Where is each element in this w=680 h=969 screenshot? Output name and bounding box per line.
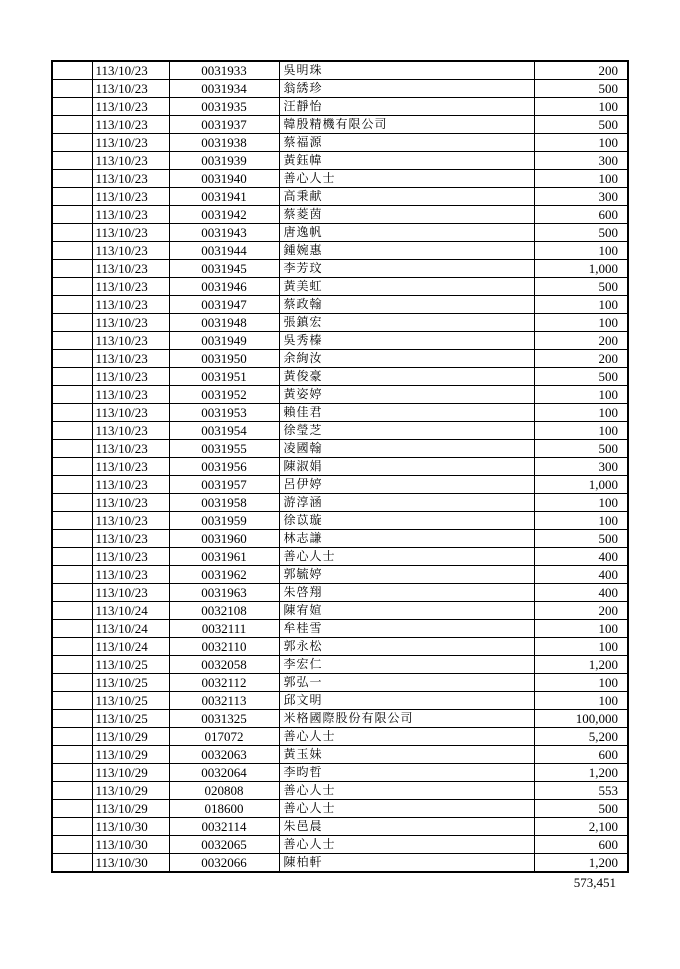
date-cell: 113/10/29 [92, 800, 169, 818]
index-cell [52, 170, 92, 188]
amount-cell: 500 [534, 368, 628, 386]
table-row [52, 728, 628, 746]
table-row [52, 296, 628, 314]
table-row [52, 692, 628, 710]
amount-cell: 5,200 [534, 728, 628, 746]
date-cell: 113/10/23 [92, 98, 169, 116]
donor-name-cell: 黃鈺幃 [279, 152, 534, 170]
table-row [52, 458, 628, 476]
date-cell: 113/10/23 [92, 224, 169, 242]
receipt-number-cell: 0031954 [169, 422, 279, 440]
receipt-number-cell: 0032063 [169, 746, 279, 764]
date-cell: 113/10/23 [92, 332, 169, 350]
date-cell: 113/10/23 [92, 440, 169, 458]
amount-cell: 300 [534, 458, 628, 476]
index-cell [52, 134, 92, 152]
amount-cell: 500 [534, 278, 628, 296]
donor-name-cell: 郭毓婷 [279, 566, 534, 584]
donor-name-cell: 蔡菱茵 [279, 206, 534, 224]
donor-name-cell: 吳秀榛 [279, 332, 534, 350]
receipt-number-cell: 0032110 [169, 638, 279, 656]
index-cell [52, 692, 92, 710]
index-cell [52, 386, 92, 404]
donor-name-cell: 陳柏軒 [279, 854, 534, 873]
index-cell [52, 368, 92, 386]
ledger-body [52, 61, 628, 872]
date-cell: 113/10/30 [92, 854, 169, 873]
table-row [52, 476, 628, 494]
date-cell: 113/10/23 [92, 61, 169, 80]
date-cell: 113/10/25 [92, 710, 169, 728]
donor-name-cell: 善心人士 [279, 170, 534, 188]
date-cell: 113/10/23 [92, 458, 169, 476]
table-row [52, 61, 628, 80]
index-cell [52, 350, 92, 368]
amount-cell: 200 [534, 602, 628, 620]
index-cell [52, 61, 92, 80]
table-row [52, 674, 628, 692]
amount-cell: 100 [534, 512, 628, 530]
index-cell [52, 332, 92, 350]
date-cell: 113/10/23 [92, 242, 169, 260]
date-cell: 113/10/23 [92, 314, 169, 332]
date-cell: 113/10/24 [92, 602, 169, 620]
table-row [52, 242, 628, 260]
table-row [52, 584, 628, 602]
amount-cell: 100 [534, 170, 628, 188]
receipt-number-cell: 0032111 [169, 620, 279, 638]
donor-name-cell: 善心人士 [279, 836, 534, 854]
amount-cell: 300 [534, 152, 628, 170]
table-row [52, 818, 628, 836]
index-cell [52, 800, 92, 818]
receipt-number-cell: 0031933 [169, 61, 279, 80]
table-row [52, 638, 628, 656]
index-cell [52, 278, 92, 296]
receipt-number-cell: 0031947 [169, 296, 279, 314]
amount-cell: 400 [534, 548, 628, 566]
donor-name-cell: 善心人士 [279, 782, 534, 800]
receipt-number-cell: 0031945 [169, 260, 279, 278]
donor-name-cell: 李芳玟 [279, 260, 534, 278]
index-cell [52, 440, 92, 458]
date-cell: 113/10/23 [92, 116, 169, 134]
index-cell [52, 494, 92, 512]
date-cell: 113/10/23 [92, 368, 169, 386]
donor-name-cell: 黃玉妹 [279, 746, 534, 764]
table-row [52, 422, 628, 440]
table-row [52, 530, 628, 548]
donor-name-cell: 邱文明 [279, 692, 534, 710]
table-row [52, 188, 628, 206]
index-cell [52, 314, 92, 332]
amount-cell: 500 [534, 800, 628, 818]
index-cell [52, 836, 92, 854]
amount-cell: 1,000 [534, 260, 628, 278]
date-cell: 113/10/29 [92, 728, 169, 746]
table-row [52, 386, 628, 404]
receipt-number-cell: 0031961 [169, 548, 279, 566]
table-row [52, 566, 628, 584]
index-cell [52, 548, 92, 566]
receipt-number-cell: 0031944 [169, 242, 279, 260]
date-cell: 113/10/30 [92, 836, 169, 854]
amount-cell: 500 [534, 116, 628, 134]
donor-name-cell: 牟桂雪 [279, 620, 534, 638]
table-row [52, 620, 628, 638]
index-cell [52, 422, 92, 440]
index-cell [52, 242, 92, 260]
amount-cell: 500 [534, 224, 628, 242]
donor-name-cell: 徐苡璇 [279, 512, 534, 530]
date-cell: 113/10/24 [92, 638, 169, 656]
table-row [52, 836, 628, 854]
donor-name-cell: 郭弘一 [279, 674, 534, 692]
date-cell: 113/10/25 [92, 656, 169, 674]
receipt-number-cell: 0031941 [169, 188, 279, 206]
receipt-number-cell: 0032066 [169, 854, 279, 873]
date-cell: 113/10/24 [92, 620, 169, 638]
amount-cell: 600 [534, 836, 628, 854]
table-row [52, 440, 628, 458]
index-cell [52, 458, 92, 476]
index-cell [52, 710, 92, 728]
amount-cell: 100 [534, 638, 628, 656]
donor-name-cell: 李昀哲 [279, 764, 534, 782]
donor-name-cell: 朱邑晨 [279, 818, 534, 836]
donor-name-cell: 吳明珠 [279, 61, 534, 80]
donor-name-cell: 朱啓翔 [279, 584, 534, 602]
donor-name-cell: 黃俊豪 [279, 368, 534, 386]
donor-name-cell: 李宏仁 [279, 656, 534, 674]
amount-cell: 1,200 [534, 656, 628, 674]
table-row [52, 746, 628, 764]
donor-name-cell: 高秉献 [279, 188, 534, 206]
receipt-number-cell: 0031943 [169, 224, 279, 242]
receipt-number-cell: 0032112 [169, 674, 279, 692]
donor-name-cell: 陳宥媗 [279, 602, 534, 620]
receipt-number-cell: 0031938 [169, 134, 279, 152]
date-cell: 113/10/23 [92, 476, 169, 494]
index-cell [52, 674, 92, 692]
receipt-number-cell: 0031940 [169, 170, 279, 188]
amount-cell: 100 [534, 134, 628, 152]
date-cell: 113/10/23 [92, 134, 169, 152]
donor-name-cell: 賴佳君 [279, 404, 534, 422]
receipt-number-cell: 0031960 [169, 530, 279, 548]
table-row [52, 782, 628, 800]
receipt-number-cell: 0031955 [169, 440, 279, 458]
donor-name-cell: 張鎮宏 [279, 314, 534, 332]
table-row [52, 512, 628, 530]
amount-cell: 400 [534, 584, 628, 602]
index-cell [52, 116, 92, 134]
receipt-number-cell: 0031958 [169, 494, 279, 512]
receipt-number-cell: 0031962 [169, 566, 279, 584]
donor-name-cell: 蔡政翰 [279, 296, 534, 314]
amount-cell: 1,200 [534, 764, 628, 782]
receipt-number-cell: 0031937 [169, 116, 279, 134]
donor-name-cell: 唐逸帆 [279, 224, 534, 242]
receipt-number-cell: 018600 [169, 800, 279, 818]
amount-cell: 500 [534, 530, 628, 548]
receipt-number-cell: 0031952 [169, 386, 279, 404]
amount-cell: 100 [534, 242, 628, 260]
table-row [52, 116, 628, 134]
table-row [52, 152, 628, 170]
receipt-number-cell: 0031959 [169, 512, 279, 530]
date-cell: 113/10/23 [92, 566, 169, 584]
receipt-number-cell: 0031950 [169, 350, 279, 368]
amount-cell: 200 [534, 61, 628, 80]
index-cell [52, 782, 92, 800]
amount-cell: 600 [534, 746, 628, 764]
amount-cell: 100 [534, 620, 628, 638]
index-cell [52, 260, 92, 278]
receipt-number-cell: 0031956 [169, 458, 279, 476]
amount-cell: 200 [534, 332, 628, 350]
index-cell [52, 530, 92, 548]
amount-cell: 1,000 [534, 476, 628, 494]
donation-ledger-table [51, 60, 629, 873]
amount-cell: 100 [534, 692, 628, 710]
amount-cell: 100 [534, 296, 628, 314]
table-row [52, 494, 628, 512]
receipt-number-cell: 017072 [169, 728, 279, 746]
donor-name-cell: 呂伊婷 [279, 476, 534, 494]
index-cell [52, 656, 92, 674]
amount-cell: 100 [534, 674, 628, 692]
donor-name-cell: 鍾婉惠 [279, 242, 534, 260]
index-cell [52, 404, 92, 422]
receipt-number-cell: 0032108 [169, 602, 279, 620]
donor-name-cell: 郭永松 [279, 638, 534, 656]
amount-cell: 100,000 [534, 710, 628, 728]
date-cell: 113/10/29 [92, 746, 169, 764]
date-cell: 113/10/23 [92, 260, 169, 278]
amount-cell: 100 [534, 98, 628, 116]
table-row [52, 602, 628, 620]
date-cell: 113/10/23 [92, 206, 169, 224]
date-cell: 113/10/23 [92, 152, 169, 170]
receipt-number-cell: 0031957 [169, 476, 279, 494]
amount-cell: 100 [534, 314, 628, 332]
receipt-number-cell: 0032113 [169, 692, 279, 710]
table-row [52, 170, 628, 188]
date-cell: 113/10/23 [92, 188, 169, 206]
date-cell: 113/10/23 [92, 584, 169, 602]
amount-cell: 100 [534, 386, 628, 404]
date-cell: 113/10/23 [92, 80, 169, 98]
receipt-number-cell: 0031942 [169, 206, 279, 224]
donor-name-cell: 徐瑩芝 [279, 422, 534, 440]
amount-cell: 400 [534, 566, 628, 584]
index-cell [52, 728, 92, 746]
donor-name-cell: 汪靜怡 [279, 98, 534, 116]
receipt-number-cell: 0031963 [169, 584, 279, 602]
date-cell: 113/10/25 [92, 674, 169, 692]
receipt-number-cell: 0032114 [169, 818, 279, 836]
date-cell: 113/10/25 [92, 692, 169, 710]
date-cell: 113/10/29 [92, 782, 169, 800]
index-cell [52, 620, 92, 638]
donor-name-cell: 林志謙 [279, 530, 534, 548]
table-row [52, 278, 628, 296]
amount-cell: 553 [534, 782, 628, 800]
amount-cell: 1,200 [534, 854, 628, 873]
index-cell [52, 854, 92, 873]
table-row [52, 332, 628, 350]
table-row [52, 656, 628, 674]
index-cell [52, 746, 92, 764]
date-cell: 113/10/23 [92, 404, 169, 422]
receipt-number-cell: 0031949 [169, 332, 279, 350]
donor-name-cell: 凌國翰 [279, 440, 534, 458]
index-cell [52, 764, 92, 782]
table-row [52, 764, 628, 782]
donor-name-cell: 余絢汝 [279, 350, 534, 368]
index-cell [52, 476, 92, 494]
date-cell: 113/10/29 [92, 764, 169, 782]
table-row [52, 260, 628, 278]
donor-name-cell: 蔡福源 [279, 134, 534, 152]
receipt-number-cell: 0032064 [169, 764, 279, 782]
index-cell [52, 296, 92, 314]
index-cell [52, 566, 92, 584]
table-row [52, 98, 628, 116]
index-cell [52, 80, 92, 98]
receipt-number-cell: 0031951 [169, 368, 279, 386]
amount-cell: 100 [534, 494, 628, 512]
index-cell [52, 152, 92, 170]
date-cell: 113/10/23 [92, 350, 169, 368]
amount-cell: 600 [534, 206, 628, 224]
receipt-number-cell: 0031325 [169, 710, 279, 728]
amount-cell: 200 [534, 350, 628, 368]
date-cell: 113/10/23 [92, 296, 169, 314]
table-row [52, 206, 628, 224]
date-cell: 113/10/23 [92, 494, 169, 512]
index-cell [52, 584, 92, 602]
receipt-number-cell: 0031935 [169, 98, 279, 116]
donor-name-cell: 善心人士 [279, 728, 534, 746]
table-row [52, 800, 628, 818]
date-cell: 113/10/23 [92, 512, 169, 530]
receipt-number-cell: 0031948 [169, 314, 279, 332]
receipt-number-cell: 0032065 [169, 836, 279, 854]
donor-name-cell: 米格國際股份有限公司 [279, 710, 534, 728]
index-cell [52, 206, 92, 224]
table-row [52, 80, 628, 98]
amount-cell: 300 [534, 188, 628, 206]
table-row [52, 854, 628, 873]
date-cell: 113/10/23 [92, 548, 169, 566]
amount-cell: 100 [534, 422, 628, 440]
date-cell: 113/10/23 [92, 278, 169, 296]
amount-cell: 500 [534, 80, 628, 98]
amount-cell: 100 [534, 404, 628, 422]
index-cell [52, 638, 92, 656]
donor-name-cell: 游淳涵 [279, 494, 534, 512]
index-cell [52, 512, 92, 530]
table-row [52, 368, 628, 386]
date-cell: 113/10/23 [92, 386, 169, 404]
receipt-number-cell: 0031953 [169, 404, 279, 422]
donor-name-cell: 陳淑娟 [279, 458, 534, 476]
table-row [52, 548, 628, 566]
date-cell: 113/10/23 [92, 530, 169, 548]
grand-total: 573,451 [573, 875, 616, 890]
index-cell [52, 602, 92, 620]
receipt-number-cell: 0031939 [169, 152, 279, 170]
index-cell [52, 98, 92, 116]
index-cell [52, 224, 92, 242]
table-row [52, 710, 628, 728]
donor-name-cell: 韓殷精機有限公司 [279, 116, 534, 134]
date-cell: 113/10/30 [92, 818, 169, 836]
index-cell [52, 818, 92, 836]
donor-name-cell: 黃姿婷 [279, 386, 534, 404]
table-row [52, 404, 628, 422]
receipt-number-cell: 020808 [169, 782, 279, 800]
table-row [52, 224, 628, 242]
date-cell: 113/10/23 [92, 422, 169, 440]
donor-name-cell: 翁綉珍 [279, 80, 534, 98]
amount-cell: 500 [534, 440, 628, 458]
table-row [52, 134, 628, 152]
table-row [52, 314, 628, 332]
receipt-number-cell: 0031934 [169, 80, 279, 98]
index-cell [52, 188, 92, 206]
amount-cell: 2,100 [534, 818, 628, 836]
receipt-number-cell: 0031946 [169, 278, 279, 296]
date-cell: 113/10/23 [92, 170, 169, 188]
donor-name-cell: 黃美虹 [279, 278, 534, 296]
donor-name-cell: 善心人士 [279, 800, 534, 818]
donor-name-cell: 善心人士 [279, 548, 534, 566]
receipt-number-cell: 0032058 [169, 656, 279, 674]
table-row [52, 350, 628, 368]
